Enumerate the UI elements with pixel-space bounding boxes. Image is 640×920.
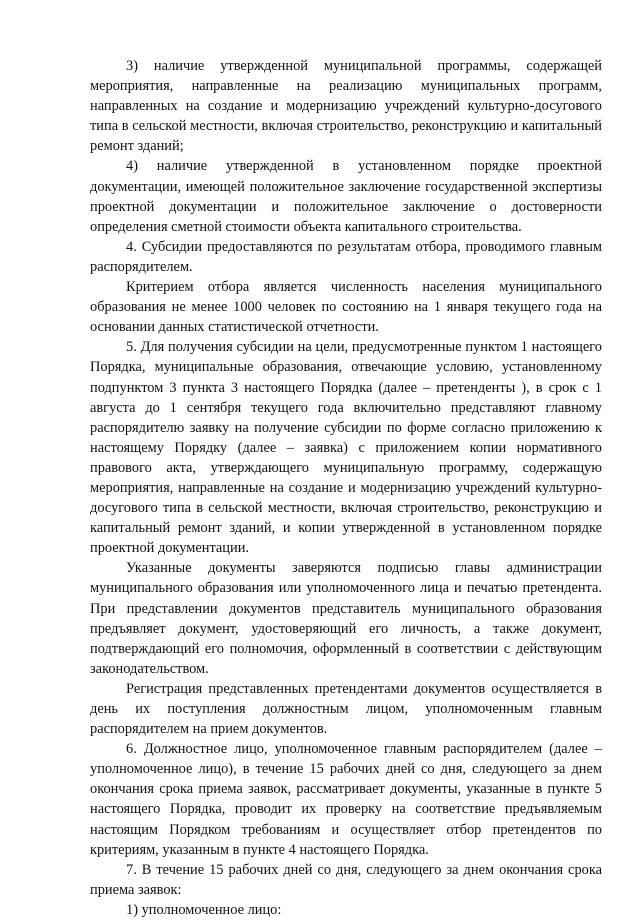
paragraph-document-certification: Указанные документы заверяются подписью главы администрации муниципального образования или уполномоченного лица и печатью претендента. При представлении документов представитель муниципального образования предъявляет документ, удостоверяющий его личность, а также документ, подтверждающий его полномочия, оформленный в соответствии с действующим законодательством. [90,560,602,677]
paragraph-subsidy-selection: 4. Субсидии предоставляются по результатам отбора, проводимого главным распорядителем. [90,238,602,275]
paragraph-3-program-requirement: 3) наличие утвержденной муниципальной программы, содержащей мероприятия, направленные на реализацию муниципальных программ, направленных на создание и модернизацию учреждений культурно-досугового типа в сельской местности, включая строительство, реконструкцию и капитальный ремонт зданий; [90,58,602,155]
paragraph-4-project-documentation: 4) наличие утвержденной в установленном порядке проектной документации, имеющей положительное заключение государственной экспертизы проектной документации и положительное заключение о достоверности определения сметной стоимости объекта капитального строительства. [90,158,602,235]
paragraph-authorized-person: 1) уполномоченное лицо: [126,901,282,918]
document-page [90,56,602,920]
paragraph-application-procedure: 5. Для получения субсидии на цели, предусмотренные пунктом 1 настоящего Порядка, муниципальные образования, отвечающие условию, установленному подпунктом 3 пункта 3 настоящего Порядка (далее – претенденты ), в срок с 1 августа до 1 сентября текущего года включительно представляют главному распорядителю заявку на получение субсидии по форме согласно приложению к настоящему Порядку (далее – заявка) с приложением копии нормативного правового акта, утверждающего муниципальную программу, содержащую мероприятия, направленные на создание и модернизацию учреждений культурно-досугового типа в сельской местности, включая строительство, реконструкцию и капитальный ремонт зданий, и копии утвержденной в установленном порядке проектной документации. [90,339,602,557]
paragraph-document-review: 6. Должностное лицо, уполномоченное главным распорядителем (далее – уполномоченное лицо), в течение 15 рабочих дней со дня, следующего за днем окончания срока приема заявок, рассматривает документы, указанные в пункте 5 настоящего Порядка, проводит их проверку на соответствие предъявляемым настоящим Порядком требованиям и осуществляет отбор претендентов по критериям, указанным в пункте 4 настоящего Порядка. [90,741,602,858]
paragraph-deadline-actions: 7. В течение 15 рабочих дней со дня, следующего за днем окончания срока приема заявок: [90,861,602,898]
paragraph-document-registration: Регистрация представленных претендентами документов осуществляется в день их поступления должностным лицом, уполномоченным главным распорядителем на прием документов. [90,680,602,738]
paragraph-selection-criterion: Критерием отбора является численность населения муниципального образования не менее 1000 человек по состоянию на 1 января текущего года на основании данных статистической отчетности. [90,279,602,336]
